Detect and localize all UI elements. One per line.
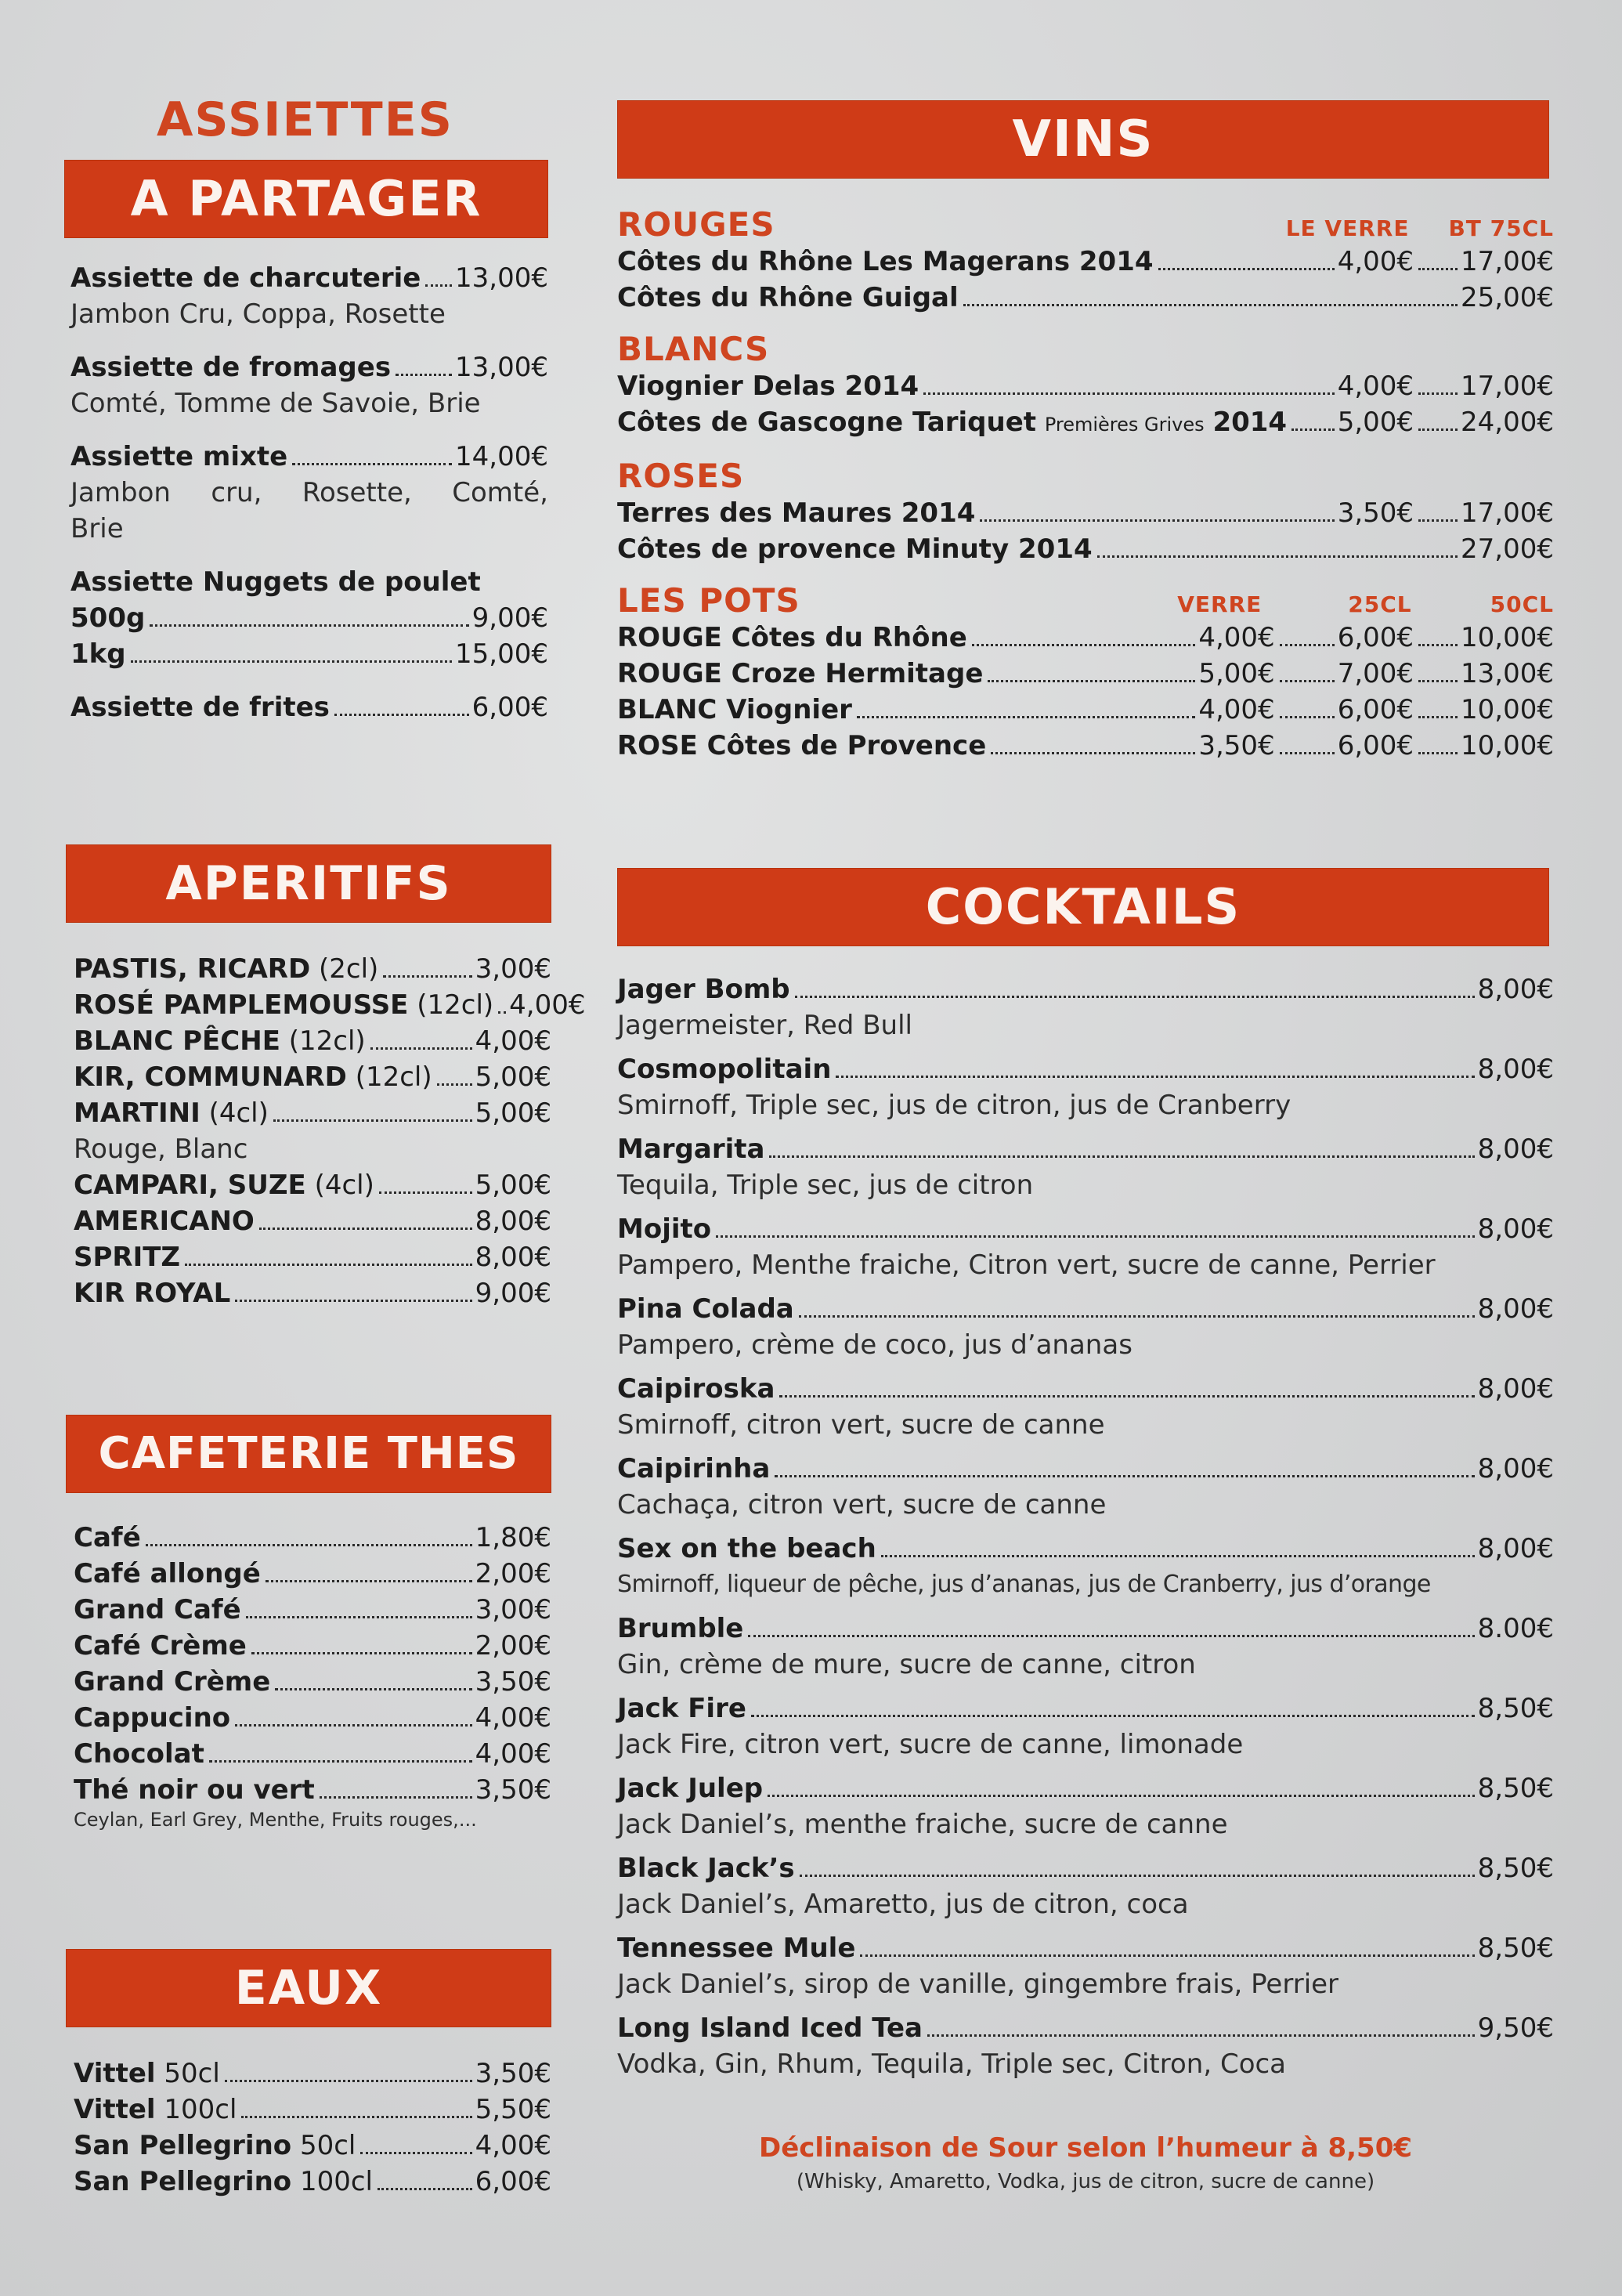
item-price-verre: 5,00€ xyxy=(1198,658,1275,689)
item-name: ROSÉ PAMPLEMOUSSE xyxy=(74,989,409,1021)
item-name: Cosmopolitain xyxy=(617,1054,832,1085)
eaux-banner: EAUX xyxy=(66,1949,551,2027)
item-price: 8,00€ xyxy=(475,1206,551,1237)
item-desc: Smirnoff, citron vert, sucre de canne xyxy=(617,1409,1105,1441)
item-name: Côtes du Rhône Guigal xyxy=(617,282,959,313)
item-price-bottle: 17,00€ xyxy=(1461,371,1554,402)
item-volume: 50cl xyxy=(164,2058,220,2089)
item-price-glass: 3,50€ xyxy=(1337,497,1414,529)
item-desc: Jack Daniel’s, Amaretto, jus de citron, coca xyxy=(617,1889,1189,1920)
pots-header xyxy=(617,581,1554,620)
list-item xyxy=(74,2128,551,2164)
item-price-glass: 5,00€ xyxy=(1337,407,1414,438)
list-item xyxy=(74,1664,551,1700)
list-item xyxy=(74,1700,551,1736)
item-volume: (12cl) xyxy=(417,989,494,1021)
item-price-bottle: 24,00€ xyxy=(1461,407,1554,438)
list-item xyxy=(74,2164,551,2200)
list-item xyxy=(74,1275,551,1311)
item-name: Assiette de frites xyxy=(70,692,330,723)
item-desc: Jambon cru, Rosette, Comté, Brie xyxy=(70,477,548,544)
item-price: 8,00€ xyxy=(1477,1373,1554,1405)
item-name: Café allongé xyxy=(74,1558,261,1589)
item-name: Côtes du Rhône Les Magerans 2014 xyxy=(617,246,1154,277)
list-item xyxy=(70,260,548,332)
list-item xyxy=(617,1131,1554,1203)
list-item xyxy=(617,1850,1554,1922)
item-name: Grand Crème xyxy=(74,1666,271,1698)
list-item xyxy=(74,1167,551,1203)
list-item xyxy=(617,2010,1554,2082)
list-item xyxy=(617,1371,1554,1443)
item-volume: (12cl) xyxy=(355,1061,432,1093)
item-volume: 100cl xyxy=(299,2166,374,2197)
list-item xyxy=(70,689,548,725)
item-name: Assiette mixte xyxy=(70,441,288,472)
item-name: ROUGE Croze Hermitage xyxy=(617,658,984,689)
rouges-header xyxy=(617,205,1554,244)
item-price: 4,00€ xyxy=(509,989,586,1021)
item-price: 3,00€ xyxy=(475,1594,551,1625)
item-desc: Gin, crème de mure, sucre de canne, citron xyxy=(617,1649,1196,1680)
item-price-50cl: 10,00€ xyxy=(1461,622,1554,653)
item-name: BLANC PÊCHE xyxy=(74,1025,280,1057)
list-item xyxy=(74,1239,551,1275)
item-name: Caipiroska xyxy=(617,1373,775,1405)
item-price: 8,00€ xyxy=(1477,974,1554,1005)
list-item xyxy=(74,987,586,1023)
item-name: Vittel xyxy=(74,2094,156,2125)
item-price-50cl: 10,00€ xyxy=(1461,730,1554,761)
assiettes-banner: A PARTAGER xyxy=(64,160,548,238)
item-price-25cl: 6,00€ xyxy=(1337,730,1414,761)
item-volume: (4cl) xyxy=(314,1170,374,1201)
item-price: 4,00€ xyxy=(475,1738,551,1770)
cocktails-list xyxy=(617,971,1554,2090)
item-name: CAMPARI, SUZE xyxy=(74,1170,306,1201)
assiettes-list xyxy=(70,260,548,725)
item-volume: (12cl) xyxy=(288,1025,366,1057)
item-name: Viognier Delas 2014 xyxy=(617,371,919,402)
item-desc: Cachaça, citron vert, sucre de canne xyxy=(617,1489,1107,1520)
item-name: Thé noir ou vert xyxy=(74,1774,315,1806)
col-verre: LE VERRE xyxy=(1285,215,1410,241)
item-price: 6,00€ xyxy=(471,692,548,723)
item-name: AMERICANO xyxy=(74,1206,255,1237)
item-price-25cl: 6,00€ xyxy=(1337,622,1414,653)
aperitifs-banner: APERITIFS xyxy=(66,844,551,923)
item-price: 8,50€ xyxy=(1477,1853,1554,1884)
cafeterie-banner: CAFETERIE THES xyxy=(66,1415,551,1493)
item-price: 3,50€ xyxy=(475,1666,551,1698)
item-price: 3,50€ xyxy=(475,2058,551,2089)
item-desc: Vodka, Gin, Rhum, Tequila, Triple sec, Citron, Coca xyxy=(617,2048,1287,2080)
item-desc: Pampero, Menthe fraiche, Citron vert, sucre de canne, Perrier xyxy=(617,1249,1436,1281)
list-item xyxy=(74,1736,551,1772)
item-name: San Pellegrino xyxy=(74,2130,292,2161)
item-desc: Jack Daniel’s, sirop de vanille, gingembre frais, Perrier xyxy=(617,1969,1339,2000)
list-item xyxy=(617,692,1554,728)
item-size: 1kg xyxy=(70,638,126,670)
item-price: 3,00€ xyxy=(475,953,551,985)
item-name: Tennessee Mule xyxy=(617,1933,856,1964)
item-year: 2014 xyxy=(1212,407,1288,438)
item-price: 5,00€ xyxy=(475,1097,551,1129)
blancs-header xyxy=(617,330,1554,368)
list-item xyxy=(617,1531,1554,1603)
item-price-verre: 4,00€ xyxy=(1198,622,1275,653)
list-item xyxy=(74,1628,551,1664)
item-name: Jack Julep xyxy=(617,1773,764,1804)
item-price-25cl: 6,00€ xyxy=(1337,694,1414,725)
list-item xyxy=(617,620,1554,656)
item-price: 13,00€ xyxy=(455,262,548,294)
item-price: 8,00€ xyxy=(1477,1134,1554,1165)
col-50cl: 50CL xyxy=(1490,591,1554,617)
item-name: ROUGE Côtes du Rhône xyxy=(617,622,967,653)
item-price-bottle: 17,00€ xyxy=(1461,246,1554,277)
list-item xyxy=(617,971,1554,1043)
item-price: 8,00€ xyxy=(1477,1453,1554,1484)
item-price: 2,00€ xyxy=(475,1558,551,1589)
item-name: Long Island Iced Tea xyxy=(617,2012,923,2044)
item-price-bottle: 17,00€ xyxy=(1461,497,1554,529)
item-name: Assiette de fromages xyxy=(70,352,392,383)
list-item xyxy=(74,1772,551,1808)
item-name: Sex on the beach xyxy=(617,1533,876,1564)
list-item xyxy=(617,1930,1554,2002)
item-name: BLANC Viognier xyxy=(617,694,852,725)
item-price-50cl: 13,00€ xyxy=(1461,658,1554,689)
item-desc: Comté, Tomme de Savoie, Brie xyxy=(70,388,481,419)
item-price: 8,50€ xyxy=(1477,1693,1554,1724)
item-price: 2,00€ xyxy=(475,1630,551,1661)
item-price: 13,00€ xyxy=(455,352,548,383)
list-item xyxy=(70,564,548,672)
item-price: 8,00€ xyxy=(1477,1213,1554,1245)
item-name: KIR ROYAL xyxy=(74,1278,231,1309)
item-name: Vittel xyxy=(74,2058,156,2089)
col-bt75: BT 75CL xyxy=(1448,215,1554,241)
item-price: 9,00€ xyxy=(475,1278,551,1309)
item-volume: 50cl xyxy=(299,2130,356,2161)
item-price-bottle: 25,00€ xyxy=(1461,282,1554,313)
item-desc: Jambon Cru, Coppa, Rosette xyxy=(70,298,446,330)
list-item xyxy=(617,1051,1554,1123)
list-item xyxy=(617,1291,1554,1363)
item-price-50cl: 10,00€ xyxy=(1461,694,1554,725)
item-desc: Jack Daniel’s, menthe fraiche, sucre de canne xyxy=(617,1809,1228,1840)
item-price: 8,00€ xyxy=(475,1242,551,1273)
item-name: Côtes de provence Minuty 2014 xyxy=(617,533,1093,565)
list-item xyxy=(617,495,1554,531)
sour-offer: Déclinaison de Sour selon l’humeur à 8,50€ xyxy=(758,2132,1413,2164)
item-name: Jager Bomb xyxy=(617,974,790,1005)
col-verre: VERRE xyxy=(1177,591,1263,617)
blancs-title: BLANCS xyxy=(617,330,770,368)
item-name: Caipirinha xyxy=(617,1453,771,1484)
list-item xyxy=(617,531,1554,567)
item-price: 8,00€ xyxy=(1477,1293,1554,1325)
item-desc: Jagermeister, Red Bull xyxy=(617,1010,912,1041)
list-item xyxy=(74,1203,551,1239)
vins-banner: VINS xyxy=(617,100,1549,179)
item-name: Cappucino xyxy=(74,1702,231,1734)
list-item xyxy=(74,1520,551,1556)
item-desc: Rouge, Blanc xyxy=(74,1134,248,1165)
item-size: 500g xyxy=(70,602,146,634)
item-price-verre: 3,50€ xyxy=(1198,730,1275,761)
list-item xyxy=(617,1611,1554,1683)
vins-list xyxy=(617,194,1554,764)
col-25cl: 25CL xyxy=(1348,591,1412,617)
item-volume: (2cl) xyxy=(319,953,379,985)
item-price-glass: 4,00€ xyxy=(1337,371,1414,402)
item-volume: (4cl) xyxy=(208,1097,269,1129)
list-item xyxy=(617,280,1554,316)
list-item xyxy=(74,1023,551,1059)
assiettes-title: ASSIETTES xyxy=(157,92,453,147)
item-price: 5,00€ xyxy=(475,1061,551,1093)
item-price: 1,80€ xyxy=(475,1522,551,1553)
item-desc: Pampero, crème de coco, jus d’ananas xyxy=(617,1329,1133,1361)
list-item xyxy=(617,1211,1554,1283)
list-item xyxy=(70,349,548,421)
item-extra: Premières Grives xyxy=(1044,414,1205,436)
item-name: Black Jack’s xyxy=(617,1853,795,1884)
cocktails-banner: COCKTAILS xyxy=(617,868,1549,946)
item-price-glass: 4,00€ xyxy=(1337,246,1414,277)
item-name: Côtes de Gascogne Tariquet xyxy=(617,407,1037,438)
item-volume: 100cl xyxy=(164,2094,237,2125)
item-price: 6,00€ xyxy=(475,2166,551,2197)
item-name: Margarita xyxy=(617,1134,765,1165)
item-name: Brumble xyxy=(617,1613,744,1644)
item-name: Café Crème xyxy=(74,1630,247,1661)
item-desc: Tequila, Triple sec, jus de citron xyxy=(617,1170,1034,1201)
item-price-bottle: 27,00€ xyxy=(1461,533,1554,565)
item-name: ROSE Côtes de Provence xyxy=(617,730,987,761)
item-price: 5,50€ xyxy=(475,2094,551,2125)
list-item xyxy=(617,1451,1554,1523)
list-item xyxy=(617,728,1554,764)
list-item xyxy=(617,656,1554,692)
item-name: Assiette Nuggets de poulet xyxy=(70,566,481,598)
item-price-verre: 4,00€ xyxy=(1198,694,1275,725)
item-price: 9,00€ xyxy=(471,602,548,634)
item-name: San Pellegrino xyxy=(74,2166,292,2197)
item-price: 15,00€ xyxy=(455,638,548,670)
item-price: 4,00€ xyxy=(475,1702,551,1734)
item-name: MARTINI xyxy=(74,1097,200,1129)
item-name: Terres des Maures 2014 xyxy=(617,497,976,529)
item-name: Jack Fire xyxy=(617,1693,746,1724)
item-name: KIR, COMMUNARD xyxy=(74,1061,347,1093)
item-name: Pina Colada xyxy=(617,1293,794,1325)
item-price: 4,00€ xyxy=(475,2130,551,2161)
item-price: 8,50€ xyxy=(1477,1773,1554,1804)
item-price: 14,00€ xyxy=(455,441,548,472)
list-item xyxy=(74,1095,551,1131)
list-item xyxy=(74,1592,551,1628)
item-price: 3,50€ xyxy=(475,1774,551,1806)
list-item xyxy=(74,951,551,987)
item-price: 8,00€ xyxy=(1477,1054,1554,1085)
item-name: Grand Café xyxy=(74,1594,241,1625)
list-item xyxy=(74,1059,551,1095)
item-name: PASTIS, RICARD xyxy=(74,953,311,985)
list-item xyxy=(617,368,1554,404)
list-item xyxy=(70,439,548,547)
item-name: Mojito xyxy=(617,1213,712,1245)
item-price: 5,00€ xyxy=(475,1170,551,1201)
pots-title: LES POTS xyxy=(617,581,800,620)
list-item xyxy=(617,404,1554,443)
item-name: SPRITZ xyxy=(74,1242,181,1273)
list-item xyxy=(74,1556,551,1592)
item-price: 8,50€ xyxy=(1477,1933,1554,1964)
item-desc: Jack Fire, citron vert, sucre de canne, limonade xyxy=(617,1729,1244,1760)
item-price-25cl: 7,00€ xyxy=(1337,658,1414,689)
cafeterie-list xyxy=(74,1520,551,1831)
item-name: Café xyxy=(74,1522,141,1553)
roses-title: ROSES xyxy=(617,457,745,495)
item-name: Chocolat xyxy=(74,1738,204,1770)
item-desc: Smirnoff, Triple sec, jus de citron, jus de Cranberry xyxy=(617,1090,1291,1121)
item-price: 8,00€ xyxy=(1477,1533,1554,1564)
list-item xyxy=(74,2092,551,2128)
item-name: Assiette de charcuterie xyxy=(70,262,421,294)
list-item xyxy=(617,244,1554,280)
item-price: 4,00€ xyxy=(475,1025,551,1057)
item-price: 9,50€ xyxy=(1477,2012,1554,2044)
tea-note: Ceylan, Earl Grey, Menthe, Fruits rouges,... xyxy=(74,1809,477,1831)
eaux-list xyxy=(74,2056,551,2200)
list-item xyxy=(74,2056,551,2092)
item-price: 8.00€ xyxy=(1477,1613,1554,1644)
list-item xyxy=(617,1770,1554,1842)
rouges-title: ROUGES xyxy=(617,205,775,244)
sour-note: (Whisky, Amaretto, Vodka, jus de citron, sucre de canne) xyxy=(796,2170,1375,2193)
aperitifs-list xyxy=(74,951,586,1311)
roses-header xyxy=(617,457,1554,495)
list-item xyxy=(617,1690,1554,1763)
item-desc: Smirnoff, liqueur de pêche, jus d’ananas, jus de Cranberry, jus d’orange xyxy=(617,1571,1431,1598)
